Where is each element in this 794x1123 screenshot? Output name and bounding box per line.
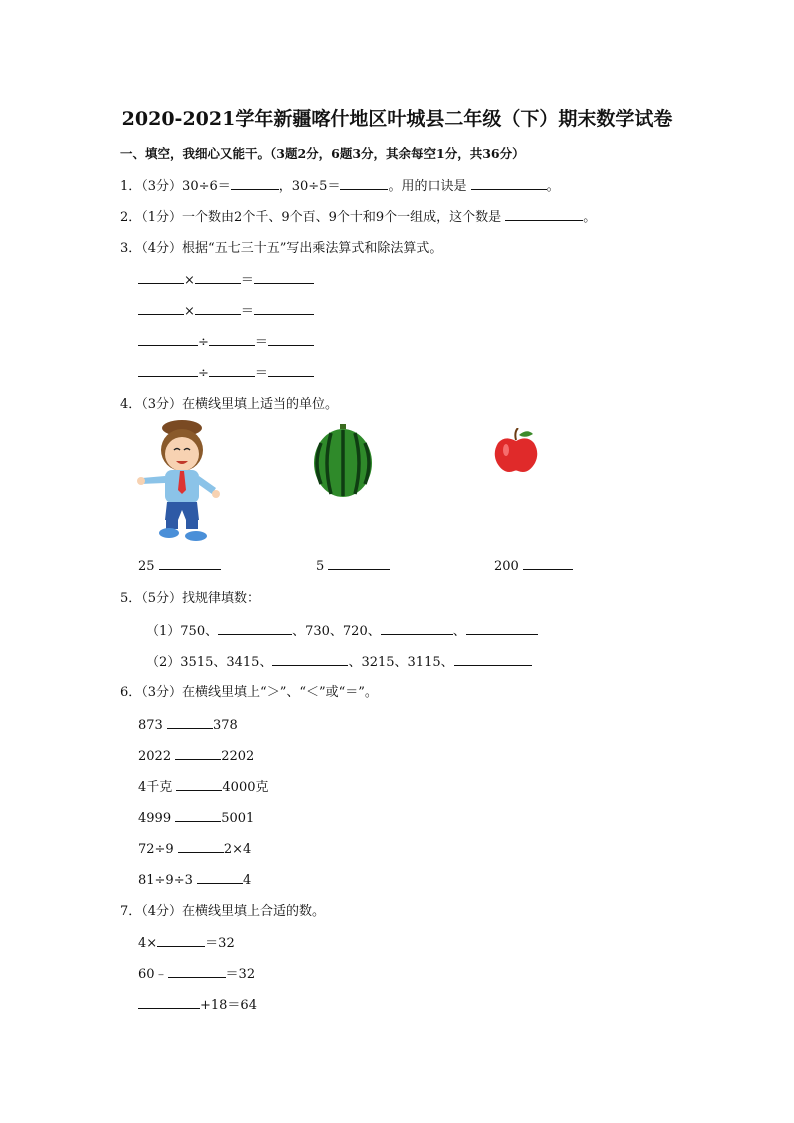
divide-sign: ÷ [198, 335, 209, 350]
q4-apple-unit [494, 558, 573, 575]
q4-boy-unit [138, 558, 221, 575]
equals-sign: ＝ [254, 335, 268, 350]
boy-value: 25 [138, 559, 155, 574]
q7-right: ＝32 [205, 936, 235, 951]
equals-sign: ＝ [240, 273, 254, 288]
q5-row-1 [146, 623, 538, 640]
answer-blank[interactable] [328, 558, 390, 570]
q1-text-c: 。用的口诀是 [388, 179, 471, 194]
q6-row [138, 779, 269, 796]
melon-value: 5 [316, 559, 325, 574]
q7-left: 4× [138, 936, 158, 951]
q3-row-1 [138, 272, 314, 289]
answer-blank[interactable] [159, 558, 221, 570]
answer-blank[interactable] [471, 178, 547, 190]
q6-right: 378 [212, 718, 238, 733]
answer-blank[interactable] [176, 779, 222, 791]
q6-right: 4000克 [222, 780, 269, 795]
answer-blank[interactable] [157, 935, 205, 947]
q7-row-2 [138, 966, 255, 983]
apple-illustration [492, 428, 540, 474]
question-6: 6．（3分）在横线里填上“＞”、“＜”或“＝”。 [120, 685, 378, 700]
answer-blank[interactable] [505, 209, 583, 221]
answer-blank[interactable] [138, 334, 198, 346]
q6-left: 4千克 [138, 780, 177, 795]
answer-blank[interactable] [340, 178, 388, 190]
section-heading: 一、填空，我细心又能干。（3题2分，6题3分，其余每空1分，共36分） [120, 146, 525, 161]
boy-illustration [136, 420, 228, 542]
q6-right: 4 [243, 873, 252, 888]
question-4: 4．（3分）在横线里填上适当的单位。 [120, 397, 339, 412]
question-1 [120, 178, 560, 195]
answer-blank[interactable] [195, 303, 241, 315]
apple-value: 200 [494, 559, 519, 574]
answer-blank[interactable] [268, 365, 314, 377]
times-sign: × [184, 273, 195, 288]
q5-r1-c: 、 [452, 624, 466, 639]
q6-left: 2022 [138, 749, 176, 764]
q6-row [138, 748, 254, 765]
q2-text-a: 2．（1分）一个数由2个千、9个百、9个十和9个一组成，这个数是 [120, 210, 506, 225]
q6-left: 4999 [138, 811, 176, 826]
q6-row [138, 810, 254, 827]
q6-right: 5001 [221, 811, 255, 826]
q7-row-3 [138, 997, 257, 1014]
times-sign: × [184, 304, 195, 319]
answer-blank[interactable] [195, 272, 241, 284]
answer-blank[interactable] [231, 178, 279, 190]
q5-row-2 [146, 654, 532, 671]
q1-text-a: 1．（3分）30÷6＝ [120, 179, 231, 194]
q1-text-d: 。 [546, 179, 560, 194]
answer-blank[interactable] [138, 365, 198, 377]
q6-left: 72÷9 [138, 842, 178, 857]
q6-row [138, 872, 251, 889]
question-3: 3．（4分）根据“五七三十五”写出乘法算式和除法算式。 [120, 241, 443, 256]
divide-sign: ÷ [198, 366, 209, 381]
q3-row-3 [138, 334, 314, 351]
answer-blank[interactable] [138, 997, 200, 1009]
q3-row-2 [138, 303, 314, 320]
q5-r2-a: （2）3515、3415、 [146, 655, 273, 670]
q5-r1-a: （1）750、 [146, 624, 219, 639]
question-7: 7．（4分）在横线里填上合适的数。 [120, 904, 326, 919]
question-5: 5．（5分）找规律填数： [120, 591, 261, 606]
answer-blank[interactable] [381, 623, 453, 635]
q6-left: 873 [138, 718, 167, 733]
answer-blank[interactable] [523, 558, 573, 570]
answer-blank[interactable] [138, 303, 184, 315]
answer-blank[interactable] [218, 623, 292, 635]
answer-blank[interactable] [272, 654, 348, 666]
answer-blank[interactable] [175, 810, 221, 822]
q6-right: 2×4 [223, 842, 252, 857]
answer-blank[interactable] [175, 748, 221, 760]
q5-r2-b: 、3215、3115、 [348, 655, 454, 670]
q7-right: ＝32 [225, 967, 256, 982]
q6-row [138, 841, 251, 858]
q4-melon-unit [316, 558, 390, 575]
answer-blank[interactable] [167, 717, 213, 729]
answer-blank[interactable] [168, 966, 226, 978]
answer-blank[interactable] [466, 623, 538, 635]
answer-blank[interactable] [209, 334, 255, 346]
page-title: 2020-2021学年新疆喀什地区叶城县二年级（下）期末数学试卷 [121, 108, 673, 130]
q2-text-b: 。 [583, 210, 597, 225]
q6-right: 2202 [221, 749, 255, 764]
equals-sign: ＝ [240, 304, 254, 319]
q3-row-4 [138, 365, 314, 382]
q7-right: +18＝64 [200, 998, 257, 1013]
answer-blank[interactable] [178, 841, 224, 853]
answer-blank[interactable] [454, 654, 532, 666]
q6-left: 81÷9÷3 [138, 873, 198, 888]
answer-blank[interactable] [268, 334, 314, 346]
answer-blank[interactable] [209, 365, 255, 377]
q6-row [138, 717, 238, 734]
answer-blank[interactable] [254, 303, 314, 315]
answer-blank[interactable] [197, 872, 243, 884]
answer-blank[interactable] [254, 272, 314, 284]
q1-text-b: ，30÷5＝ [278, 179, 341, 194]
q7-row-1 [138, 935, 235, 952]
equals-sign: ＝ [254, 366, 268, 381]
question-2 [120, 209, 596, 226]
q7-left: 60﹣ [138, 967, 168, 982]
answer-blank[interactable] [138, 272, 184, 284]
watermelon-illustration [310, 424, 376, 500]
q5-r1-b: 、730、720、 [292, 624, 381, 639]
